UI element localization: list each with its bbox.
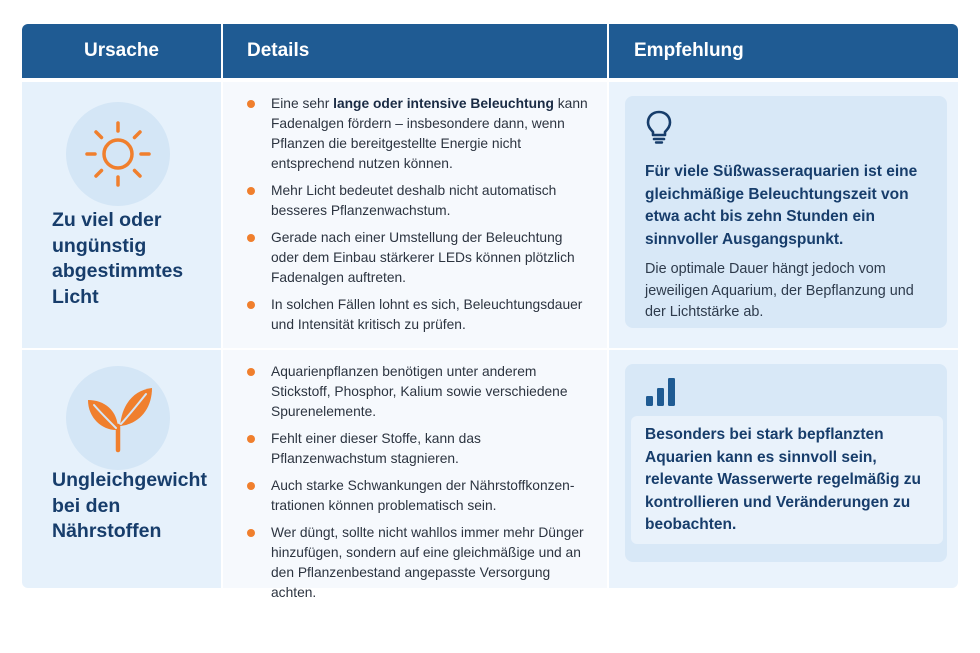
list-item: Gerade nach einer Umstellung der Beleuchtung oder dem Einbau stärkerer LEDs können plötzlich Fadenalgen auftreten. (247, 228, 593, 288)
header-cause: Ursache (22, 24, 221, 78)
details-cell (223, 82, 607, 348)
list-item: Eine sehr lange oder intensive Beleuchtung kann Fadenalgen fördern – insbesondere dann, wenn Pflanzen die bereitgestellte Energie nicht entsprechend nutzen können. (247, 94, 593, 174)
recommendation-lead: Besonders bei stark bepflanzten Aquarien kann es sinnvoll sein, relevante Wasserwerte regelmäßig zu kontrollieren und Veränderungen zu beobachten. (645, 426, 921, 533)
cause-cell (22, 82, 221, 348)
recommendation-cell (609, 82, 958, 348)
leaf-icon-badge (66, 366, 170, 470)
recommendation-card (625, 364, 947, 562)
table-row-light (22, 82, 958, 348)
cause-title: Ungleichgewicht bei den Nährstoffen (52, 469, 207, 542)
table-header (22, 24, 958, 78)
list-item: Auch starke Schwankungen der Nährstoffkonzen-trationen können problematisch sein. (247, 476, 593, 516)
recommendation-lead: Für viele Süßwasseraquarien ist eine gleichmäßige Beleuchtungszeit von etwa acht bis zehn Stunden ein sinnvoller Ausgangspunkt. (645, 163, 918, 248)
details-cell (223, 350, 607, 600)
highlight-text: lange oder intensive Beleuchtung (333, 96, 554, 111)
bar-chart-icon (645, 377, 677, 407)
list-item: Fehlt einer dieser Stoffe, kann das Pflanzenwachstum stagnieren. (247, 429, 593, 469)
recommendation-note: Die optimale Dauer hängt jedoch vom jeweiligen Aquarium, der Bepflanzung und der Lichtstärke ab. (645, 261, 914, 320)
details-list (247, 94, 593, 335)
sun-icon-badge (66, 102, 170, 206)
header-details: Details (223, 24, 607, 78)
sun-icon (83, 119, 153, 189)
details-list (247, 362, 593, 603)
causes-table (22, 24, 958, 600)
list-item: In solchen Fällen lohnt es sich, Beleuchtungsdauer und Intensität kritisch zu prüfen. (247, 295, 593, 335)
list-item: Aquarienpflanzen benötigen unter anderem Stickstoff, Phosphor, Kalium sowie verschiedene Spurenelemente. (247, 362, 593, 422)
recommendation-card (625, 96, 947, 328)
table-row-nutrients (22, 350, 958, 600)
cause-cell (22, 350, 221, 588)
recommendation-highlight (631, 416, 943, 544)
list-item: Wer düngt, sollte nicht wahllos immer mehr Dünger hinzufügen, sondern auf eine gleichmäßige und an den Pflanzenbestand angepasste Versorgung achten. (247, 523, 593, 603)
list-item: Mehr Licht bedeutet deshalb nicht automatisch besseres Pflanzenwachstum. (247, 181, 593, 221)
lightbulb-icon (645, 110, 673, 144)
cause-title: Zu viel oder ungünstig abgestimmtes Licht (52, 209, 184, 308)
recommendation-cell (609, 350, 958, 588)
header-recommendation: Empfehlung (609, 24, 958, 78)
leaf-icon (80, 380, 156, 456)
